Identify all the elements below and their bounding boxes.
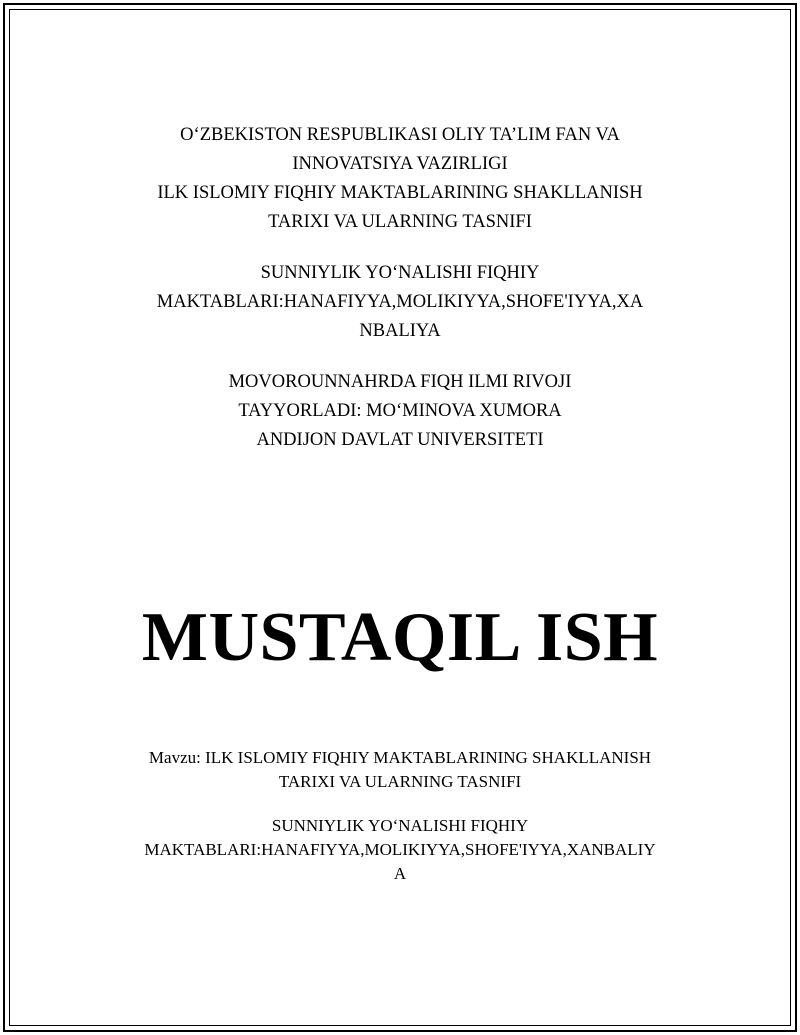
university-line: ANDIJON DAVLAT UNIVERSITETI (256, 430, 544, 450)
document-title: MUSTAQIL ISH (141, 599, 659, 676)
schools-line-3: NBALIYA (359, 321, 441, 341)
ministry-line-2: INNOVATSIYA VAZIRLIGI (292, 154, 508, 174)
subject-line-2: TARIXI VA ULARNING TASNIFI (268, 212, 532, 232)
subject-line-1: ILK ISLOMIY FIQHIY MAKTABLARINING SHAKLLANISH (157, 183, 643, 203)
topic-line-2: TARIXI VA ULARNING TASNIFI (278, 772, 522, 791)
topic-schools-line-2: MAKTABLARI:HANAFIYYA,MOLIKIYYA,SHOFE'IYYA,XANBALIY (144, 840, 656, 859)
topic-schools-line-3: A (393, 864, 407, 883)
schools-line-2: MAKTABLARI:HANAFIYYA,MOLIKIYYA,SHOFE'IYYA,XA (156, 292, 644, 312)
topic-line-1: Mavzu: ILK ISLOMIY FIQHIY MAKTABLARINING SHAKLLANISH (148, 748, 652, 767)
author-line: TAYYORLADI: MO‘MINOVA XUMORA (238, 401, 562, 421)
course-line: MOVOROUNNAHRDA FIQH ILMI RIVOJI (228, 372, 572, 392)
header-block (110, 121, 690, 455)
schools-line-1: SUNNIYLIK YO‘NALISHI FIQHIY (260, 263, 540, 283)
topic-schools-line-1: SUNNIYLIK YO‘NALISHI FIQHIY (271, 816, 529, 835)
ministry-line-1: O‘ZBEKISTON RESPUBLIKASI OLIY TA’LIM FAN VA (180, 125, 620, 145)
topic-block (100, 746, 700, 886)
